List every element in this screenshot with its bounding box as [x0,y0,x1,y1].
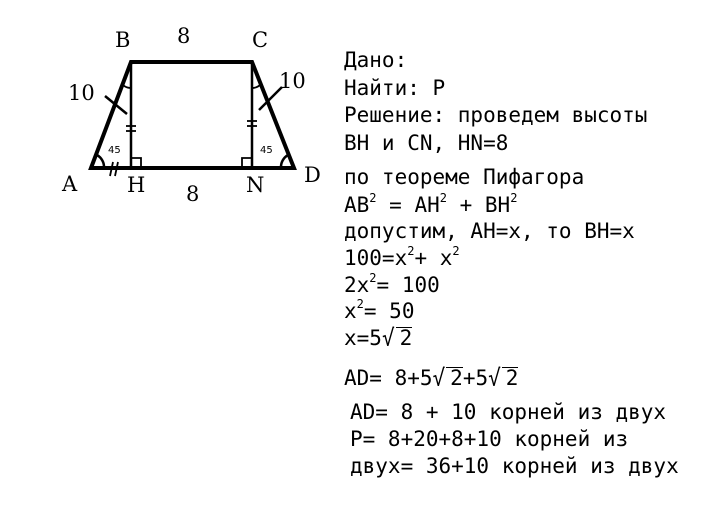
angle-arc-c [252,84,261,88]
eq2x-part2: = 100 [376,273,440,297]
vertex-label-h: H [127,173,146,197]
ad-radicand-2: 2 [502,367,519,388]
ad-part2: +5 [462,366,489,390]
top-length-label: 8 [177,24,191,48]
angle-label-left: 45 [108,145,121,156]
eq100-sup1: 2 [407,244,415,258]
equation-100 [344,246,460,270]
vertex-label-c: C [252,28,269,52]
eq100-part2: + x [414,246,453,270]
xval-radicand: 2 [396,327,413,348]
eqx-part2: = 50 [363,299,415,323]
solution-line-1: Решение: проведем высоты [344,103,648,127]
find-line: Найти: Р [344,76,446,100]
vertex-label-b: B [115,28,131,52]
eqx-part1: x [344,299,357,323]
eq-ab-part1: AB [344,193,370,217]
vertex-label-n: N [246,173,265,197]
assumption-line: допустим, AH=x, то BH=x [344,219,635,243]
eq2x-sup: 2 [369,271,377,285]
ad-part1: AD= 8+5 [344,366,433,390]
ad-words-line: AD= 8 + 10 корней из двух [350,400,667,424]
eq2x-part1: 2x [344,273,370,297]
eq-ab-sup1: 2 [369,191,377,205]
angle-label-right: 45 [260,145,273,156]
perimeter-line-1: P= 8+20+8+10 корней из [350,427,629,451]
left-side-label: 10 [68,81,95,105]
eq-ab-sup3: 2 [510,191,518,205]
trapezoid-figure [0,0,340,220]
pythagoras-line: по теореме Пифагора [344,165,585,189]
equation-x2 [344,299,414,323]
sqrt-icon: √ [488,364,501,392]
eq-ab-part3: + BH [446,193,511,217]
xval-part1: x=5 [344,326,382,350]
eq100-part1: 100=x [344,246,408,270]
vertex-label-a: A [62,172,78,196]
ad-radicand-1: 2 [446,367,463,388]
vertex-label-d: D [304,163,321,187]
eq-ab-part2: = AH [376,193,440,217]
eq100-sup2: 2 [452,244,460,258]
bottom-length-label: 8 [186,182,200,206]
perimeter-line-2: двух= 36+10 корней из двух [350,454,679,478]
x-value-line [344,326,412,350]
equation-2x [344,273,440,297]
eqx-sup: 2 [356,297,364,311]
solution-line-2: BH и CN, HN=8 [344,131,509,155]
eq-ab-sup2: 2 [439,191,447,205]
ad-equation [344,366,518,390]
sqrt-icon: √ [381,324,395,352]
given-line: Дано: [344,48,408,72]
right-side-label: 10 [279,69,306,93]
sqrt-icon: √ [432,364,446,392]
equation-ab [344,193,517,217]
